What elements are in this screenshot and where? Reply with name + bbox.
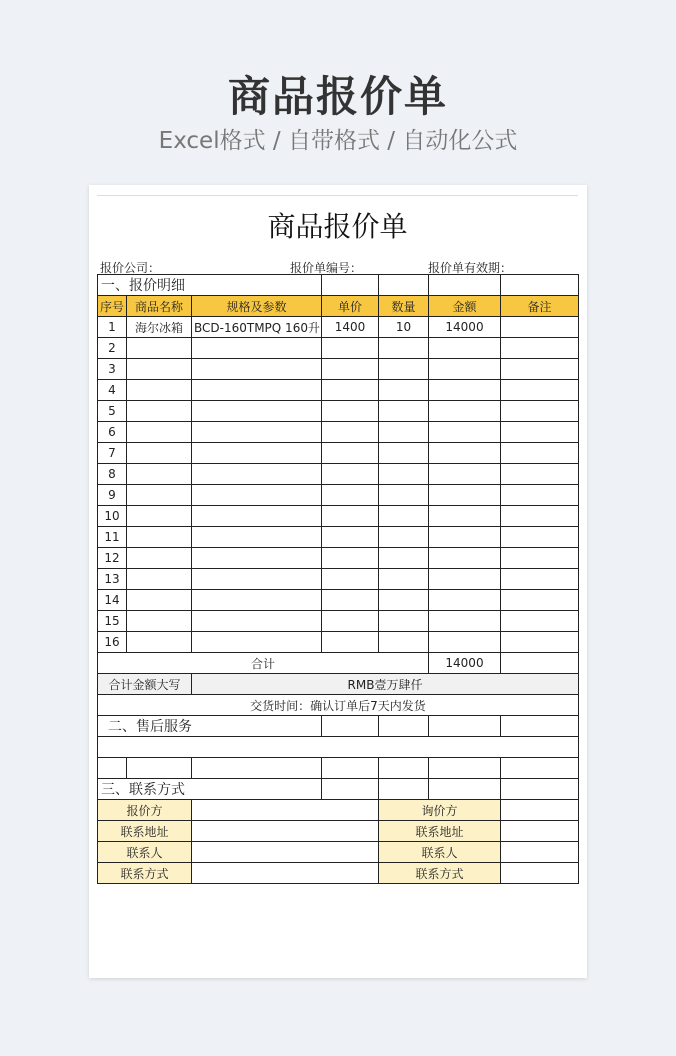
- table-row: [98, 548, 579, 569]
- col-remark-header: 备注: [501, 296, 579, 317]
- table-cell[interactable]: [501, 527, 579, 548]
- table-cell[interactable]: 海尔冰箱: [127, 317, 192, 338]
- table-cell[interactable]: [501, 485, 579, 506]
- quote-company-label: 报价公司：: [100, 261, 161, 275]
- table-cell[interactable]: [322, 380, 379, 401]
- banner-title: 商品报价单: [227, 72, 448, 121]
- table-cell[interactable]: [429, 569, 501, 590]
- table-cell[interactable]: [322, 632, 379, 653]
- table-cell[interactable]: 11: [98, 527, 127, 548]
- table-cell[interactable]: [127, 590, 192, 611]
- table-cell[interactable]: 6: [98, 422, 127, 443]
- table-row: [98, 443, 579, 464]
- after-sales-content[interactable]: [98, 737, 579, 758]
- contact-row: [98, 821, 579, 842]
- empty-cell: [501, 779, 579, 800]
- table-cell[interactable]: 8: [98, 464, 127, 485]
- table-cell[interactable]: [192, 422, 322, 443]
- table-cell[interactable]: [379, 611, 429, 632]
- empty-cell: [322, 716, 379, 737]
- table-cell[interactable]: [127, 443, 192, 464]
- top-divider: [97, 195, 578, 196]
- table-cell[interactable]: [501, 422, 579, 443]
- contact-inquirer-label: 询价方: [379, 800, 501, 821]
- table-row: [98, 401, 579, 422]
- table-cell[interactable]: [501, 338, 579, 359]
- table-cell[interactable]: BCD-160TMPQ 160升: [192, 317, 322, 338]
- table-cell[interactable]: [127, 548, 192, 569]
- table-cell[interactable]: [501, 464, 579, 485]
- table-row: [98, 359, 579, 380]
- delivery-row: [98, 695, 579, 716]
- table-cell[interactable]: [192, 359, 322, 380]
- table-cell[interactable]: [379, 590, 429, 611]
- contact-method-label: 联系方式: [379, 863, 501, 884]
- table-cell[interactable]: 16: [98, 632, 127, 653]
- table-cell[interactable]: [192, 590, 322, 611]
- table-cell[interactable]: [192, 443, 322, 464]
- table-cell[interactable]: [322, 443, 379, 464]
- contact-value-field[interactable]: [501, 800, 579, 821]
- empty-cell: [501, 653, 579, 674]
- table-cell[interactable]: [192, 338, 322, 359]
- table-cell[interactable]: 14000: [429, 317, 501, 338]
- table-cell[interactable]: [501, 317, 579, 338]
- table-cell[interactable]: [127, 359, 192, 380]
- table-cell[interactable]: [379, 443, 429, 464]
- table-cell[interactable]: [127, 380, 192, 401]
- table-row: [98, 338, 579, 359]
- total-row: [98, 653, 579, 674]
- table-row: [98, 380, 579, 401]
- table-cell[interactable]: [501, 590, 579, 611]
- table-cell[interactable]: 1400: [322, 317, 379, 338]
- table-cell[interactable]: [192, 464, 322, 485]
- table-cell[interactable]: [379, 380, 429, 401]
- table-cell[interactable]: [379, 422, 429, 443]
- table-cell[interactable]: [127, 527, 192, 548]
- table-cell[interactable]: [429, 506, 501, 527]
- table-cell[interactable]: 3: [98, 359, 127, 380]
- empty-cell: [379, 275, 429, 296]
- table-cell[interactable]: [501, 506, 579, 527]
- table-cell[interactable]: [127, 485, 192, 506]
- empty-cell: [501, 758, 579, 779]
- table-cell[interactable]: [429, 632, 501, 653]
- table-cell[interactable]: [429, 401, 501, 422]
- table-cell[interactable]: [379, 359, 429, 380]
- table-cell[interactable]: [429, 485, 501, 506]
- table-cell[interactable]: 10: [98, 506, 127, 527]
- empty-cell: [127, 758, 192, 779]
- table-cell[interactable]: [322, 401, 379, 422]
- table-cell[interactable]: [429, 338, 501, 359]
- table-cell[interactable]: [322, 548, 379, 569]
- table-cell[interactable]: [192, 380, 322, 401]
- table-cell[interactable]: [192, 569, 322, 590]
- table-cell[interactable]: 10: [379, 317, 429, 338]
- table-cell[interactable]: [501, 359, 579, 380]
- contact-row: [98, 800, 579, 821]
- col-unit-price-header: 单价: [322, 296, 379, 317]
- empty-cell: [429, 716, 501, 737]
- table-cell[interactable]: [127, 632, 192, 653]
- empty-cell: [429, 779, 501, 800]
- amount-words-row: [98, 674, 579, 695]
- after-sales-content-row: [98, 737, 579, 758]
- table-cell[interactable]: [379, 338, 429, 359]
- empty-cell: [322, 758, 379, 779]
- contact-address-label: 联系地址: [98, 821, 192, 842]
- table-cell[interactable]: [322, 485, 379, 506]
- table-cell[interactable]: [379, 401, 429, 422]
- table-cell[interactable]: [127, 422, 192, 443]
- table-cell[interactable]: [322, 359, 379, 380]
- quote-validity-label: 报价单有效期：: [428, 261, 513, 275]
- quote-number-label: 报价单编号：: [290, 261, 363, 275]
- table-cell[interactable]: [192, 401, 322, 422]
- table-cell[interactable]: [379, 548, 429, 569]
- col-spec-header: 规格及参数: [192, 296, 322, 317]
- table-row: [98, 569, 579, 590]
- empty-cell: [501, 716, 579, 737]
- section-after-sales-row: [98, 716, 579, 737]
- table-row: [98, 485, 579, 506]
- table-cell[interactable]: [429, 380, 501, 401]
- table-cell[interactable]: [192, 506, 322, 527]
- table-row: [98, 527, 579, 548]
- total-label: 合计: [98, 653, 429, 674]
- table-cell[interactable]: [501, 548, 579, 569]
- table-cell[interactable]: [192, 527, 322, 548]
- col-index-header: 序号: [98, 296, 127, 317]
- quotation-table: [97, 274, 579, 884]
- table-cell[interactable]: [501, 380, 579, 401]
- table-row: [98, 611, 579, 632]
- empty-cell: [379, 758, 429, 779]
- contact-person-label: 联系人: [379, 842, 501, 863]
- table-cell[interactable]: [429, 359, 501, 380]
- table-cell[interactable]: 9: [98, 485, 127, 506]
- table-cell[interactable]: [379, 569, 429, 590]
- table-cell[interactable]: [192, 485, 322, 506]
- empty-cell: [322, 275, 379, 296]
- section-after-sales: 二、售后服务: [98, 716, 322, 737]
- table-row: [98, 317, 579, 338]
- table-cell[interactable]: 2: [98, 338, 127, 359]
- table-cell[interactable]: [501, 632, 579, 653]
- table-cell[interactable]: [127, 338, 192, 359]
- table-cell[interactable]: [501, 569, 579, 590]
- table-cell[interactable]: [429, 464, 501, 485]
- banner-subtitle: Excel格式 / 自带格式 / 自动化公式: [158, 128, 518, 154]
- spacer-row: [98, 758, 579, 779]
- table-cell[interactable]: [379, 527, 429, 548]
- section-contact-row: [98, 779, 579, 800]
- table-cell[interactable]: [322, 590, 379, 611]
- table-row: [98, 464, 579, 485]
- table-cell[interactable]: [501, 443, 579, 464]
- table-cell[interactable]: [429, 590, 501, 611]
- empty-cell: [322, 779, 379, 800]
- contact-person-label: 联系人: [98, 842, 192, 863]
- section-contact: 三、联系方式: [98, 779, 322, 800]
- table-cell[interactable]: [127, 401, 192, 422]
- table-cell[interactable]: 14: [98, 590, 127, 611]
- table-cell[interactable]: 5: [98, 401, 127, 422]
- contact-value-field[interactable]: [192, 842, 379, 863]
- empty-cell: [501, 275, 579, 296]
- delivery-time: 交货时间：确认订单后7天内发货: [98, 695, 579, 716]
- empty-cell: [192, 758, 322, 779]
- table-cell[interactable]: [429, 611, 501, 632]
- table-cell[interactable]: [429, 443, 501, 464]
- amount-words-label: 合计金额大写: [98, 674, 192, 695]
- amount-words-value: RMB壹万肆仟: [192, 674, 579, 695]
- contact-quoter-label: 报价方: [98, 800, 192, 821]
- table-cell[interactable]: [322, 611, 379, 632]
- empty-cell: [379, 779, 429, 800]
- table-cell[interactable]: [322, 569, 379, 590]
- contact-value-field[interactable]: [192, 863, 379, 884]
- table-row: [98, 590, 579, 611]
- table-cell[interactable]: [322, 506, 379, 527]
- contact-address-label: 联系地址: [379, 821, 501, 842]
- table-cell[interactable]: [429, 527, 501, 548]
- table-cell[interactable]: 4: [98, 380, 127, 401]
- empty-cell: [379, 716, 429, 737]
- table-cell[interactable]: [127, 506, 192, 527]
- table-cell[interactable]: 13: [98, 569, 127, 590]
- contact-method-label: 联系方式: [98, 863, 192, 884]
- contact-value-field[interactable]: [501, 863, 579, 884]
- table-cell[interactable]: [379, 506, 429, 527]
- table-cell[interactable]: [379, 632, 429, 653]
- table-row: [98, 422, 579, 443]
- contact-value-field[interactable]: [501, 842, 579, 863]
- table-header-row: [98, 296, 579, 317]
- table-cell[interactable]: [322, 422, 379, 443]
- table-cell[interactable]: [322, 527, 379, 548]
- empty-cell: [429, 275, 501, 296]
- table-cell[interactable]: [127, 611, 192, 632]
- col-product-name-header: 商品名称: [127, 296, 192, 317]
- contact-value-field[interactable]: [192, 821, 379, 842]
- col-amount-header: 金额: [429, 296, 501, 317]
- table-cell[interactable]: [127, 569, 192, 590]
- col-quantity-header: 数量: [379, 296, 429, 317]
- total-value: 14000: [429, 653, 501, 674]
- table-cell[interactable]: [429, 548, 501, 569]
- table-cell[interactable]: [379, 464, 429, 485]
- table-cell[interactable]: [192, 632, 322, 653]
- table-cell[interactable]: 1: [98, 317, 127, 338]
- empty-cell: [98, 758, 127, 779]
- table-cell[interactable]: [322, 338, 379, 359]
- table-cell[interactable]: [127, 464, 192, 485]
- table-row: [98, 632, 579, 653]
- contact-value-field[interactable]: [501, 821, 579, 842]
- table-cell[interactable]: [192, 611, 322, 632]
- table-cell[interactable]: [379, 485, 429, 506]
- table-cell[interactable]: [501, 611, 579, 632]
- section-quote-details: 一、报价明细: [98, 275, 322, 296]
- table-cell[interactable]: [429, 422, 501, 443]
- document-title: 商品报价单: [267, 210, 408, 243]
- table-cell[interactable]: [322, 464, 379, 485]
- contact-row: [98, 863, 579, 884]
- contact-row: [98, 842, 579, 863]
- section-quote-details-row: [98, 275, 579, 296]
- empty-cell: [429, 758, 501, 779]
- contact-value-field[interactable]: [192, 800, 379, 821]
- table-cell[interactable]: 7: [98, 443, 127, 464]
- table-cell[interactable]: 12: [98, 548, 127, 569]
- table-cell[interactable]: [501, 401, 579, 422]
- table-cell[interactable]: [192, 548, 322, 569]
- table-row: [98, 506, 579, 527]
- table-cell[interactable]: 15: [98, 611, 127, 632]
